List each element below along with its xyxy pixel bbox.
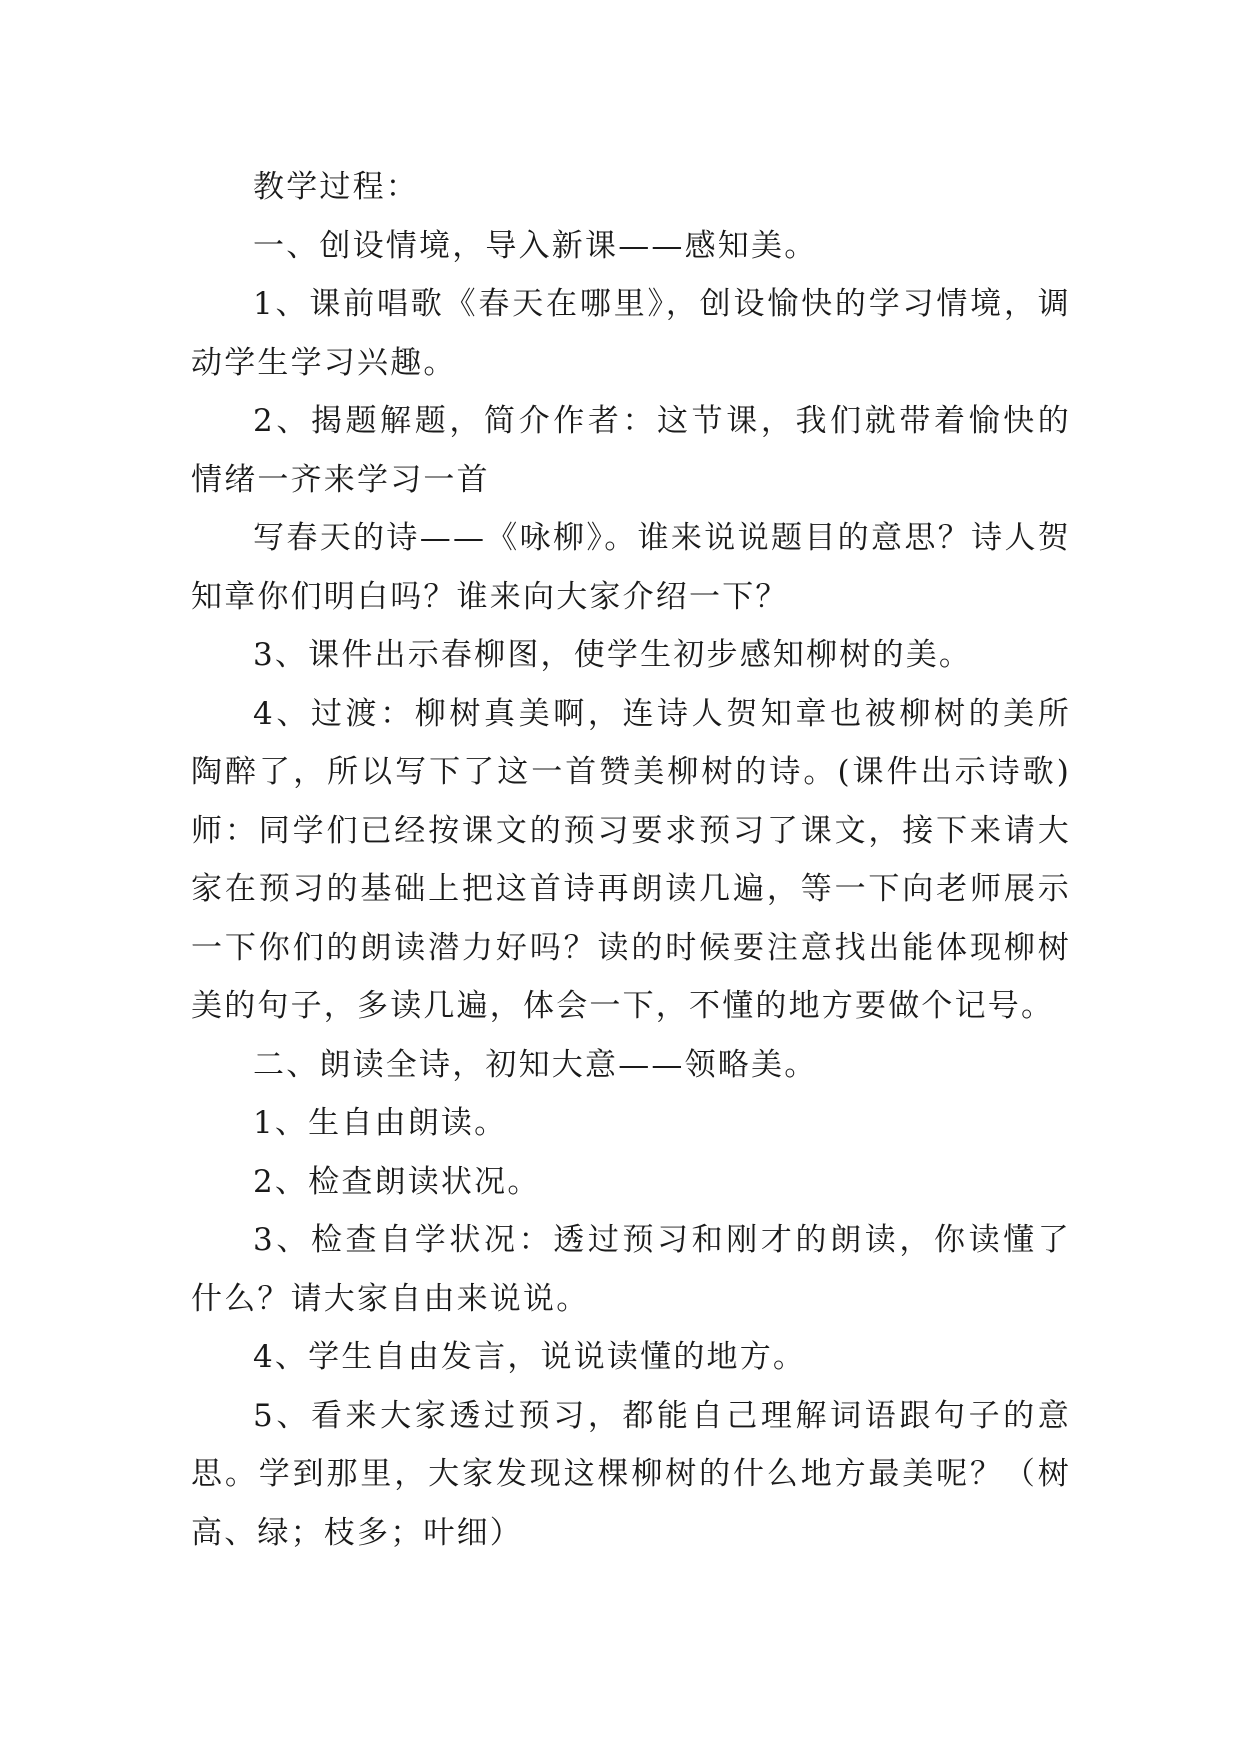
document-body — [191, 158, 1071, 1562]
paragraph-item-2-4: 4、学生自由发言，说说读懂的地方。 — [253, 1339, 807, 1375]
paragraph-item-2-1: 1、生自由朗读。 — [253, 1105, 508, 1141]
paragraph-item-1: 1、课前唱歌《春天在哪里》，创设愉快的学习情境，调动学生学习兴趣。 — [191, 286, 1071, 381]
paragraph-item-2-3: 3、检查自学状况：透过预习和刚才的朗读，你读懂了什么？请大家自由来说说。 — [191, 1222, 1071, 1317]
section-heading-one: 一、创设情境，导入新课——感知美。 — [253, 227, 818, 264]
paragraph-item-2-2: 2、检查朗读状况。 — [253, 1163, 541, 1200]
paragraph-item-2-5: 5、看来大家透过预习，都能自己理解词语跟句子的意思。学到那里，大家发现这棵柳树的什么地方最美呢？（树高、绿；枝多；叶细） — [191, 1397, 1071, 1551]
section-heading-teaching-process: 教学过程： — [253, 169, 419, 205]
section-heading-two: 二、朗读全诗，初知大意——领略美。 — [253, 1046, 818, 1083]
paragraph-item-4: 4、过渡：柳树真美啊，连诗人贺知章也被柳树的美所陶醉了，所以写下了这一首赞美柳树的诗。(课件出示诗歌)师：同学们已经按课文的预习要求预习了课文，接下来请大家在预习的基础上把这首诗再朗读几遍，等一下向老师展示一下你们的朗读潜力好吗？读的时候要注意找出能体现柳树美的句子，多读几遍，体会一下，不懂的地方要做个记号。 — [191, 695, 1071, 1024]
paragraph-item-3: 3、课件出示春柳图，使学生初步感知柳树的美。 — [253, 637, 973, 673]
paragraph-item-2-continued: 写春天的诗——《咏柳》。谁来说说题目的意思？诗人贺知章你们明白吗？谁来向大家介绍一下？ — [191, 520, 1071, 615]
paragraph-item-2: 2、揭题解题，简介作者：这节课，我们就带着愉快的情绪一齐来学习一首 — [191, 403, 1071, 498]
